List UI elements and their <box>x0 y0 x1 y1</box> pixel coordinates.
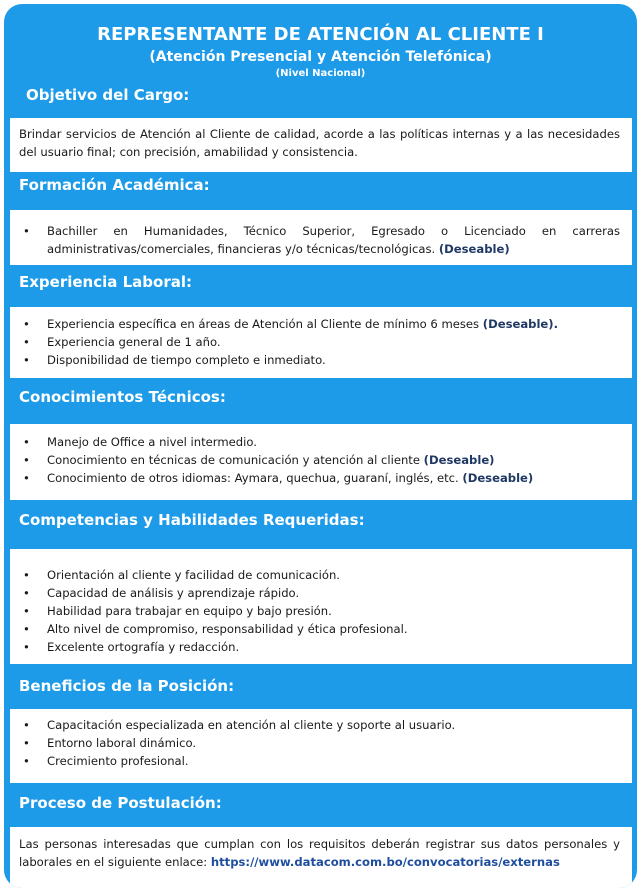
list-item: • Orientación al cliente y facilidad de comunicación. <box>19 566 620 584</box>
job-title: REPRESENTANTE DE ATENCIÓN AL CLIENTE I <box>97 24 544 45</box>
list-item: • Experiencia específica en áreas de Atención al Cliente de mínimo 6 meses (Deseable). <box>19 315 620 333</box>
list-item: • Disponibilidad de tiempo completo e inmediato. <box>19 351 620 369</box>
job-posting-card <box>4 4 637 888</box>
list-item: • Capacitación especializada en atención al cliente y soporte al usuario. <box>19 716 620 734</box>
skills-heading: Competencias y Habilidades Requeridas: <box>19 511 365 529</box>
benefits-box <box>10 709 632 783</box>
list-item: • Conocimiento en técnicas de comunicación y atención al cliente (Deseable) <box>19 451 620 469</box>
list-item: • Capacidad de análisis y aprendizaje rápido. <box>19 584 620 602</box>
benefits-heading: Beneficios de la Posición: <box>19 677 235 695</box>
list-item: • Excelente ortografía y redacción. <box>19 638 620 656</box>
technical-heading: Conocimientos Técnicos: <box>19 388 226 406</box>
list-item: • Conocimiento de otros idiomas: Aymara, quechua, guaraní, inglés, etc. (Deseable) <box>19 469 620 487</box>
application-text: Las personas interesadas que cumplan con los requisitos deberán registrar sus datos personales y laborales en el siguiente enlace: https://www.datacom.com.bo/convocatorias/externas <box>19 837 620 869</box>
objective-heading: Objetivo del Cargo: <box>26 86 190 104</box>
experience-box <box>10 307 632 378</box>
objective-text: Brindar servicios de Atención al Cliente de calidad, acorde a las políticas internas y a las necesidades del usuario final; con precisión, amabilidad y consistencia. <box>19 127 620 159</box>
education-box <box>10 210 632 265</box>
technical-list <box>19 433 620 487</box>
list-item: • Manejo de Office a nivel intermedio. <box>19 433 620 451</box>
list-item: • Alto nivel de compromiso, responsabilidad y ética profesional. <box>19 620 620 638</box>
education-heading: Formación Académica: <box>19 176 210 194</box>
list-item: • Entorno laboral dinámico. <box>19 734 620 752</box>
job-subtitle: (Atención Presencial y Atención Telefónica) <box>149 49 492 65</box>
technical-box <box>10 424 632 500</box>
application-box <box>10 827 632 888</box>
experience-list <box>19 315 620 369</box>
list-item: • Bachiller en Humanidades, Técnico Superior, Egresado o Licenciado en carreras administrativas/comerciales, financieras y/o técnicas/tecnológicas. (Deseable) <box>19 222 620 258</box>
list-item: • Crecimiento profesional. <box>19 752 620 770</box>
objective-box <box>10 118 632 172</box>
skills-box <box>10 549 632 664</box>
skills-list <box>19 566 620 656</box>
list-item: • Habilidad para trabajar en equipo y bajo presión. <box>19 602 620 620</box>
job-scope: (Nivel Nacional) <box>275 68 366 79</box>
list-item: • Experiencia general de 1 año. <box>19 333 620 351</box>
benefits-list <box>19 716 620 770</box>
application-link[interactable]: https://www.datacom.com.bo/convocatorias/externas <box>210 855 560 869</box>
experience-heading: Experiencia Laboral: <box>19 273 192 291</box>
education-list <box>19 222 620 258</box>
application-heading: Proceso de Postulación: <box>19 794 222 812</box>
